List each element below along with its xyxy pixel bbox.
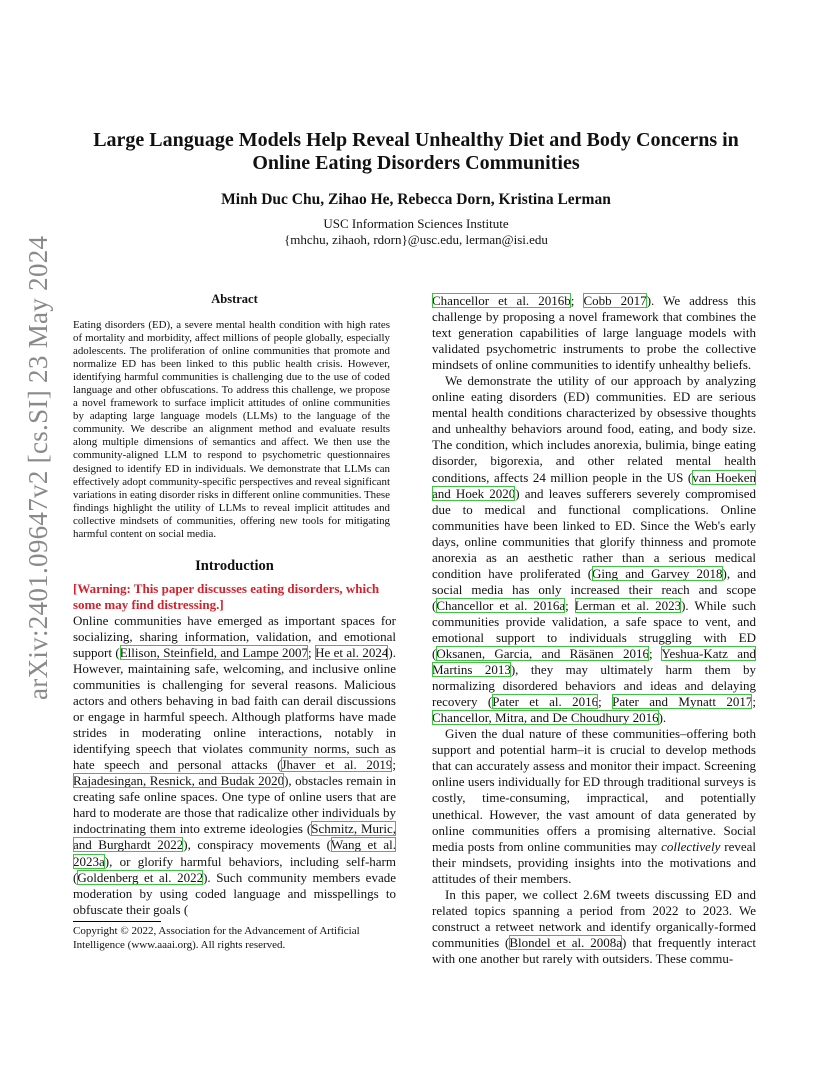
citation-link[interactable]: Cobb 2017 — [583, 293, 647, 308]
citation-link[interactable]: Schmitz, Muric, and Burghardt 2022 — [73, 821, 396, 853]
text-run: ; — [392, 757, 396, 773]
title-line-1: Large Language Models Help Reveal Unhealthy Diet and Body Concerns in — [93, 129, 739, 151]
title-line-2: Online Eating Disorders Communities — [252, 152, 580, 174]
citation-link[interactable]: van Hoeken and Hoek 2020 — [432, 469, 756, 501]
affiliation: USC Information Sciences Institute — [323, 216, 509, 231]
text-run: ), they may ultimately harm them by normalizing disordered behaviors and ideas and delaying recovery ( — [432, 662, 756, 710]
abstract-text: Eating disorders (ED), a severe mental health condition with high rates of mortality and morbidity, affect millions of people globally, especially adolescents. The proliferation of online communities that promote and normalize ED has been linked to this public health crisis. However, identifying harmful communities is challenging due to the use of coded language and other obfuscations. To address this challenge, we propose a novel framework to surface implicit attitudes of online communities by adapting large language models (LLMs) to the language of the community. We describe an alignment method and evaluate results along multiple dimensions of semantics and affect. We then use the community-aligned LLM to respond to psychometric questionnaires designed to identify ED in individuals. We demonstrate that LLMs can effectively adopt community-specific perspectives and reveal significant variations in eating disorder risks in different online communities. These findings highlight the utility of LLMs to reveal implicit attitudes and collective mindsets of communities, offering new tools for mitigating harmful content on social media. — [73, 319, 390, 540]
author-emails: {mhchu, zihaoh, rdorn}@usc.edu, lerman@isi.edu — [284, 232, 548, 247]
citation-link[interactable]: Pater and Mynatt 2017 — [612, 694, 753, 710]
citation-link[interactable]: Yeshua-Katz and Martins 2013 — [432, 646, 756, 678]
citation-link[interactable]: Pater et al. 2016 — [492, 694, 599, 710]
text-run: reveal their mindsets, providing insights into the motivations and attitudes of their members. — [432, 838, 756, 886]
text-run: Online communities have emerged as important spaces for socializing, sharing information, validation, and emotional support ( — [73, 612, 396, 660]
paper-title — [70, 129, 762, 175]
text-run: Given the dual nature of these communities–offering both support and potential harm–it is crucial to develop methods that can accurately assess and monitor their impact. Screening online users individually for ED through traditional surveys is costly, time-consuming, impractical, and potentially unethical. However, the vast amount of data generated by online communities offers a promising alternative. Social media posts from online communities may — [432, 726, 756, 854]
citation-link[interactable]: Lerman et al. 2023 — [574, 597, 682, 613]
intro-paragraph-4 — [432, 887, 756, 967]
content-warning: [Warning: This paper discusses eating disorders, which some may find distressing.] — [73, 580, 380, 612]
text-run: ; — [598, 694, 613, 710]
text-run: In this paper, we collect 2.6M tweets discussing ED and related topics spanning a period from 2022 to 2023. We construct a retweet network and identify organically-formed communities ( — [432, 886, 756, 950]
citation-link[interactable]: Goldenberg et al. 2022 — [77, 869, 204, 885]
text-run: ), obstacles remain in creating safe online spaces. One type of online users that are hard to moderate are those that radicalize other individuals by indoctrinating them into extreme ideologies ( — [73, 773, 396, 837]
intro-paragraph-3 — [432, 726, 756, 886]
abstract-heading: Abstract — [211, 292, 258, 306]
footnote-divider — [73, 921, 161, 922]
intro-paragraph-1 — [73, 613, 396, 918]
text-run: ). Such community members evade moderation by using coded language and misspellings to obfuscate their goals ( — [73, 869, 396, 917]
citation-link[interactable]: Oksanen, Garcia, and Räsänen 2016 — [436, 646, 649, 662]
citation-link[interactable]: Ellison, Steinfield, and Lampe 2007 — [119, 644, 309, 660]
citation-link[interactable]: Chancellor, Mitra, and De Choudhury 2016 — [432, 710, 659, 726]
text-run: ; — [308, 644, 316, 660]
citation-link[interactable]: Chancellor et al. 2016b — [432, 293, 571, 308]
citation-link[interactable]: Wang et al. 2023a — [73, 837, 397, 869]
copyright-footnote: Copyright © 2022, Association for the Advancement of Artificial Intelligence (www.aaai.org). All rights reserved. — [73, 925, 360, 951]
citation-link[interactable]: Ging and Garvey 2018 — [592, 565, 723, 581]
citation-link[interactable]: Blondel et al. 2008a — [509, 934, 623, 950]
text-run: ) and leaves sufferers severely compromised due to medical and functional complications. Online communities have been linked to ED. Since the Web's early days, online communities that glorify thinness and promote anorexia as an aesthetic rather than a serious medical condition have proliferated ( — [432, 485, 756, 581]
right-column — [432, 293, 756, 967]
citation-link[interactable]: He et al. 2024 — [315, 644, 389, 660]
text-run: ; — [648, 646, 662, 662]
text-run: ; — [570, 293, 584, 308]
author-list: Minh Duc Chu, Zihao He, Rebecca Dorn, Kristina Lerman — [221, 191, 611, 208]
intro-paragraph-1-continued — [432, 293, 756, 373]
text-run: We demonstrate the utility of our approach by analyzing online eating disorders (ED) communities. ED are serious mental health conditions characterized by obsessive thoughts and unhealthy behaviors around food, eating, and body size. The condition, which includes anorexia, bulimia, binge eating disorder, bigorexia, and other related mental health conditions, affects 24 million people in the US ( — [432, 373, 756, 485]
text-run: ), conspiracy movements ( — [183, 837, 331, 853]
arxiv-identifier: arXiv:2401.09647v2 [cs.SI] 23 May 2024 — [23, 235, 53, 700]
left-column — [73, 292, 396, 918]
affiliation-block — [70, 216, 762, 248]
emphasis-text: collectively — [661, 838, 721, 854]
text-run: ). — [658, 710, 667, 726]
text-run: ). While such communities provide validation, a safe space to vent, and emotional support to individuals struggling with ED ( — [432, 597, 756, 662]
text-run: ). We address this challenge by proposing a novel framework that combines the text generation capabilities of large language models with validated psychometric instruments to probe the collective mindsets of online communities to identify unhealthy beliefs. — [432, 293, 756, 373]
text-run: ), and social media has only increased their reach and scope ( — [432, 565, 757, 613]
introduction-heading: Introduction — [195, 557, 274, 574]
text-run: ; — [565, 597, 575, 613]
citation-link[interactable]: Chancellor et al. 2016a — [436, 597, 566, 613]
text-run: ). However, maintaining safe, welcoming, and inclusive online communities is challenging for several reasons. Malicious actors and others behaving in bad faith can derail discussions or engage in harmful speech. Although platforms have made strides in moderating online interactions, notably in identifying speech that violates community norms, such as hate speech and personal attacks ( — [73, 644, 396, 773]
citation-link[interactable]: Jhaver et al. 2019 — [281, 757, 393, 773]
citation-link[interactable]: Rajadesingan, Resnick, and Budak 2020 — [73, 773, 285, 789]
text-run: ) that frequently interact with one another but rarely with outsiders. These commu- — [432, 934, 756, 966]
intro-paragraph-2 — [432, 373, 756, 726]
text-run: ), or glorify harmful behaviors, including self-harm ( — [73, 853, 396, 885]
text-run: ; — [752, 694, 756, 710]
